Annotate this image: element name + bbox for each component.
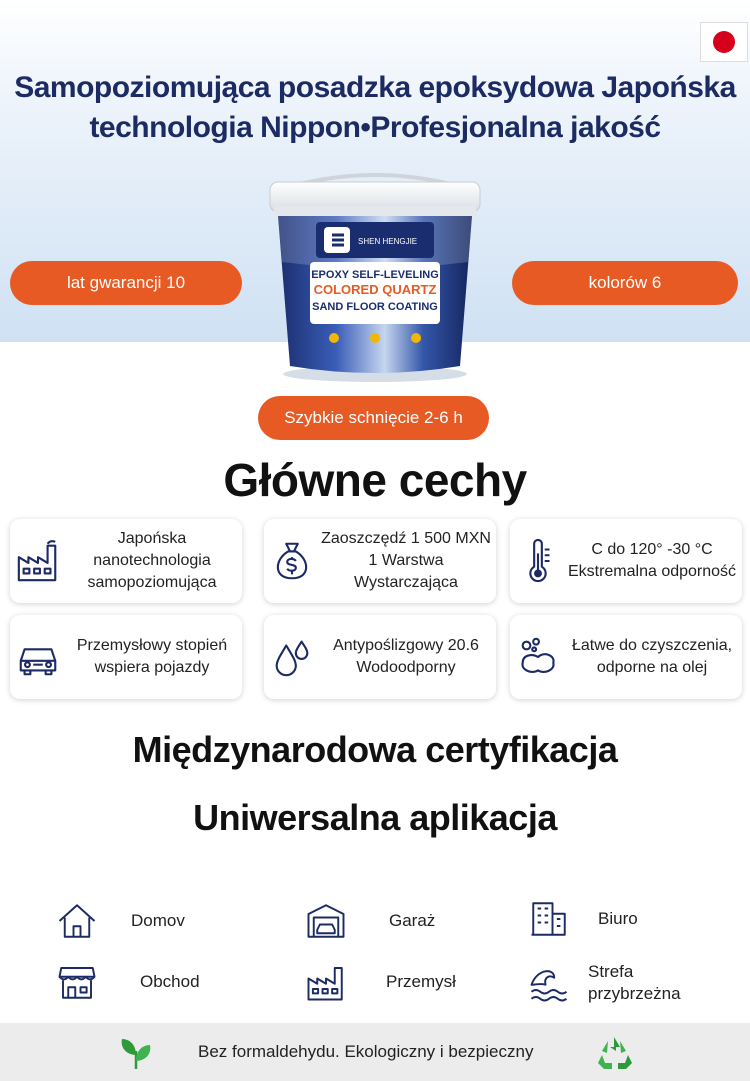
features-title: Główne cechy: [223, 454, 527, 506]
application-item-home: [56, 900, 185, 942]
feature-text: Zaoszczędź 1 500 MXN 1 Warstwa Wystarczająca: [321, 530, 491, 591]
soap-icon: [510, 615, 566, 699]
feature-card-industrial: [10, 615, 242, 699]
footer-text: Bez formaldehydu. Ekologiczny i bezpieczny: [198, 1042, 534, 1061]
paint-bucket-illustration: [264, 166, 486, 388]
application-label: Obchod: [140, 972, 200, 991]
application-item-industry: [305, 961, 456, 1003]
product-image: [264, 166, 486, 388]
product-label-line-2: COLORED QUARTZ: [313, 282, 437, 297]
thermometer-icon: [510, 519, 566, 603]
factory-icon: [305, 961, 347, 1003]
page-headline: [0, 68, 750, 148]
drying-time-badge: Szybkie schnięcie 2-6 h: [258, 396, 489, 440]
application-item-shop: [56, 961, 200, 1003]
headline-line-2: technologia Nippon•Profesjonalna jakość: [89, 111, 661, 144]
feature-card-nanotech: [10, 519, 242, 603]
application-item-coastal: [528, 961, 698, 1005]
feature-text: C do 120° -30 °C Ekstremalna odporność: [567, 541, 737, 580]
application-label: Garaż: [389, 911, 436, 930]
car-icon: [10, 615, 66, 699]
colors-badge: kolorów 6: [512, 261, 738, 305]
application-title: Uniwersalna aplikacja: [193, 797, 557, 838]
factory-icon: [10, 519, 66, 603]
house-icon: [56, 900, 98, 942]
leaf-icon: [116, 1033, 156, 1073]
garage-icon: [305, 900, 347, 942]
feature-text: Łatwe do czyszczenia, odporne na olej: [571, 637, 733, 676]
product-label-line-3: SAND FLOOR COATING: [312, 301, 438, 313]
product-brand: SHEN HENGJIE: [358, 237, 418, 246]
footer-bar: [0, 1023, 750, 1081]
application-label: Przemysł: [386, 972, 456, 991]
application-item-office: [528, 898, 638, 940]
feature-card-antislip: [264, 615, 496, 699]
feature-card-savings: [264, 519, 496, 603]
application-label: Biuro: [598, 909, 638, 928]
language-flag-japan[interactable]: [700, 22, 748, 62]
feature-text: Antypoślizgowy 20.6 Wodoodporny: [333, 637, 479, 676]
warranty-badge: lat gwarancji 10: [10, 261, 242, 305]
feature-text: Przemysłowy stopień wspiera pojazdy: [76, 637, 228, 676]
feature-text: Japońska nanotechnologia samopoziomująca: [87, 530, 217, 591]
recycle-icon: [594, 1033, 634, 1073]
waves-icon: [528, 962, 570, 1004]
money-bag-icon: [264, 519, 320, 603]
shop-icon: [56, 961, 98, 1003]
feature-card-cleaning: [510, 615, 742, 699]
application-item-garage: [305, 900, 435, 942]
water-drops-icon: [264, 615, 320, 699]
feature-card-temperature: [510, 519, 742, 603]
application-label: Domov: [131, 911, 185, 930]
product-label-line-1: EPOXY SELF-LEVELING: [311, 269, 439, 281]
headline-line-1: Samopoziomująca posadzka epoksydowa Japońska: [14, 71, 736, 104]
flag-circle: [713, 31, 735, 53]
certification-title: Międzynarodowa certyfikacja: [132, 729, 618, 770]
office-building-icon: [528, 898, 570, 940]
application-label: Strefa przybrzeżna: [588, 962, 681, 1003]
